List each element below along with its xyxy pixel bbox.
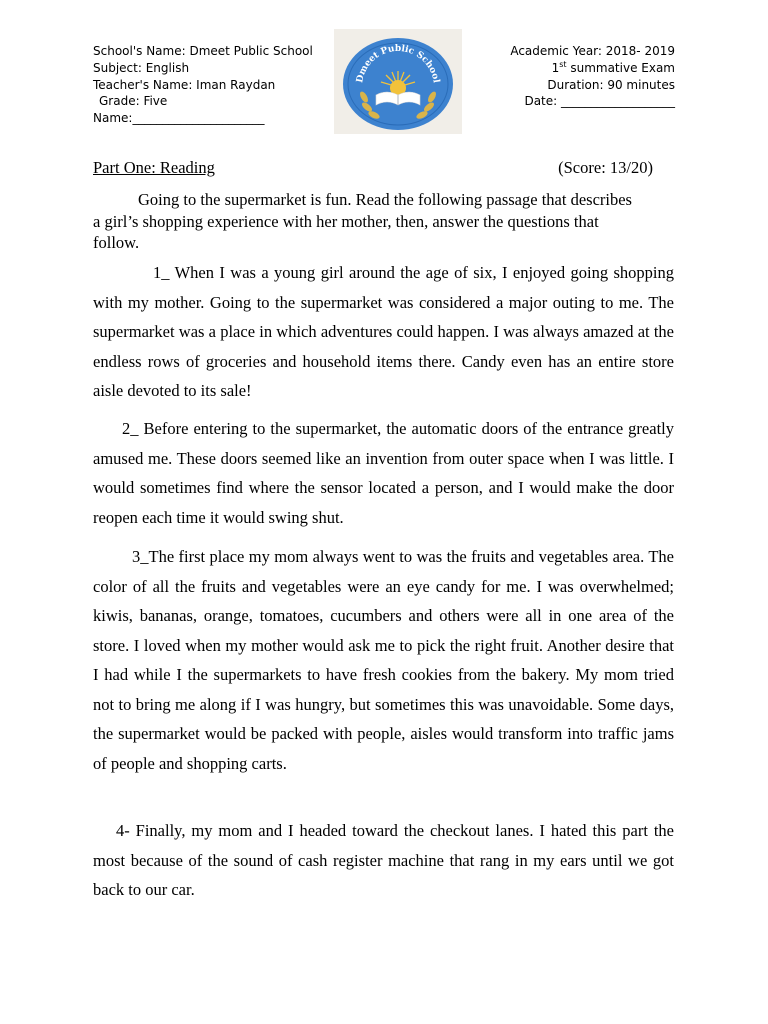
section-score: (Score: 13/20): [558, 158, 653, 177]
logo-text: Dmeet Public School: [355, 44, 441, 84]
teacher-name: Teacher's Name: Iman Raydan: [93, 77, 276, 92]
student-name-field: Name:______________________: [93, 111, 265, 126]
academic-year: Academic Year: 2018- 2019: [510, 44, 675, 58]
header-left: [93, 43, 313, 127]
intro-text: Going to the supermarket is fun. Read the following passage that describes a girl’s shopping experience with her mother, then, answer the questions that follow.: [93, 190, 632, 252]
grade: Grade: Five: [99, 94, 168, 109]
passage-paragraph-1: 1_ When I was a young girl around the age of six, I enjoyed going shopping with my mother. Going to the supermarket was considered a major outing to me. The supermarket was a place in which adventures could happen. I was always amazed at the endless rows of groceries and household items there. Candy even has an entire store aisle devoted to its sale!: [93, 263, 674, 400]
exam-title: 1st summative Exam: [551, 59, 675, 75]
section-title: Part One: Reading: [93, 158, 215, 177]
duration: Duration: 90 minutes: [547, 77, 675, 92]
date-field: Date: ___________________: [524, 94, 675, 109]
passage-paragraph-4: 4- Finally, my mom and I headed toward the checkout lanes. I hated this part the most because of the sound of cash register machine that rang in my ears until we got back to our car.: [93, 821, 674, 899]
school-name: School's Name: Dmeet Public School: [93, 44, 313, 58]
subject: Subject: English: [93, 60, 190, 75]
passage-paragraph-2: 2_ Before entering to the supermarket, the automatic doors of the entrance greatly amused me. These doors seemed like an invention from outer space when I was little. I would sometimes find where the sensor located a person, and I would make the door reopen each time it would swing shut.: [93, 419, 674, 527]
header-right: [510, 43, 675, 110]
school-logo: [334, 29, 462, 134]
passage-paragraph-3: 3_The first place my mom always went to was the fruits and vegetables area. The color of all the fruits and vegetables were an eye candy for me. I was overwhelmed; kiwis, bananas, orange, tomatoes, cucumbers and others were all in one area of the store. I loved when my mother would ask me to pick the right fruit. Another desire that I had while I the supermarkets to have fresh cookies from the bakery. My mom tried not to bring me along if I was hungry, but sometimes this was unavoidable. Some days, the supermarket would be packed with people, aisles would transform into traffic jams of people and shopping carts.: [93, 547, 674, 773]
